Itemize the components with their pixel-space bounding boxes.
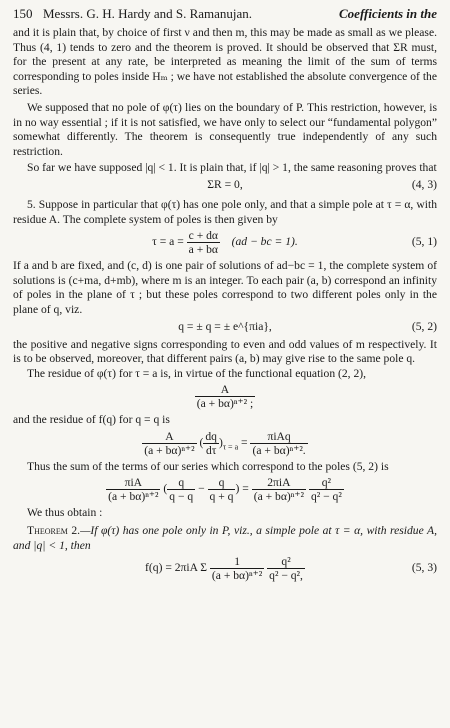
residue-f-equation: $\frac{A}{\text{(a + bα)ⁿ⁺²}}$ ( $\frac{dq}{d\tau}$ )$_{\tau = a}$ = $\frac{\text{πiAq}}{\text{(a + bα)ⁿ⁺².}}$ [144, 429, 306, 457]
paragraph-10: We thus obtain : [27, 506, 103, 520]
paragraph-3: So far we have supposed |q| < 1. It is plain that, if |q| > 1, the same reasoning proves that [27, 161, 437, 175]
paragraph-8: and the residue of f(q) for q = q is [13, 413, 170, 427]
residue-expression: $\frac{A}{\text{(a + bα)ⁿ⁺² ;}}$ [196, 383, 254, 411]
equation-number: (5, 3) [411, 561, 437, 575]
paragraph-5: If a and b are fixed, and (c, d) is one pair of solutions of ad−bc = 1, the complete system of solutions is (c+ma, d+mb), where m is an integer. To each pair (a, b) correspond an infinity of poles in the plane of τ ; but these poles correspond to two different poles only in the plane of q, viz. [13, 259, 437, 316]
equation-number: (5, 1) [411, 235, 437, 249]
paragraph-7: The residue of φ(τ) for τ = a is, in virtue of the functional equation (2, 2), [27, 366, 367, 380]
paragraph-6: the positive and negative signs corresponding to even and odd values of m respectively. It is to be observed, moreover, that different pairs (a, b) may give rise to the same pole q. [13, 337, 437, 366]
paragraph-1: and it is plain that, by choice of first ν and then m, this may be made as small as we please. Thus (4, 1) tends to zero and the theorem is proved. It should be observed that ΣR must, for the present at any rate, be interpreted as meaning the limit of the sum of terms corresponding to poles inside Hₘ ; we have not established the absolute convergence of the series. [13, 26, 437, 98]
equation-5-2: q = ± q = ± e^{πia}, (5, 2) [178, 319, 437, 333]
theorem-2 [13, 524, 437, 553]
page [13, 4, 437, 728]
theorem-text: —If φ(τ) has one pole only in P, viz., a simple pole at τ = α, with residue A, and |q| < 1, then [13, 524, 438, 552]
equation-4-3: ΣR = 0, (4, 3) [207, 177, 437, 191]
running-authors: Messrs. G. H. Hardy and S. Ramanujan. [43, 6, 253, 21]
running-title: Coefficients in the [339, 6, 437, 21]
equation-5-1: τ = a = $\frac{c + d\alpha}{a + b\alpha}$ (ad − bc = 1). (5, 1) [152, 229, 437, 257]
equation-number: (4, 3) [411, 177, 437, 191]
page-number: 150 [13, 6, 33, 21]
paragraph-9: Thus the sum of the terms of our series which correspond to the poles (5, 2) is [27, 459, 389, 473]
paragraph-4: 5. Suppose in particular that φ(τ) has one pole only, and that a simple pole at τ = α, with residue A. The complete system of poles is then given by [13, 197, 437, 226]
paragraph-2: We supposed that no pole of φ(τ) lies on the boundary of P. This restriction, however, is in no way essential ; if it is not satisfied, we have only to select our “fundamental polygon” somewhat differently. The theorem is consequently true independently of any such restriction. [13, 100, 437, 158]
page-header [13, 4, 437, 26]
equation-number: (5, 2) [411, 319, 437, 333]
equation-5-3: f(q) = 2πiA Σ $\frac{1}{\text{(a + bα)ⁿ⁺²}}$ $\frac{\text{q²}}{\text{q² − q²,}}$ (5, 3) [145, 555, 437, 583]
theorem-label: Theorem 2. [27, 524, 81, 538]
sum-equation: $\frac{\text{πiA}}{\text{(a + bα)ⁿ⁺²}}$ ( $\frac{q}{q - q}$ − $\frac{q}{q + q}$ ) = $\frac{\text{2πiA}}{\text{(a + bα)ⁿ⁺²}}$ $\frac{\text{q²}}{\text{q² − q²}}$ [108, 476, 342, 504]
